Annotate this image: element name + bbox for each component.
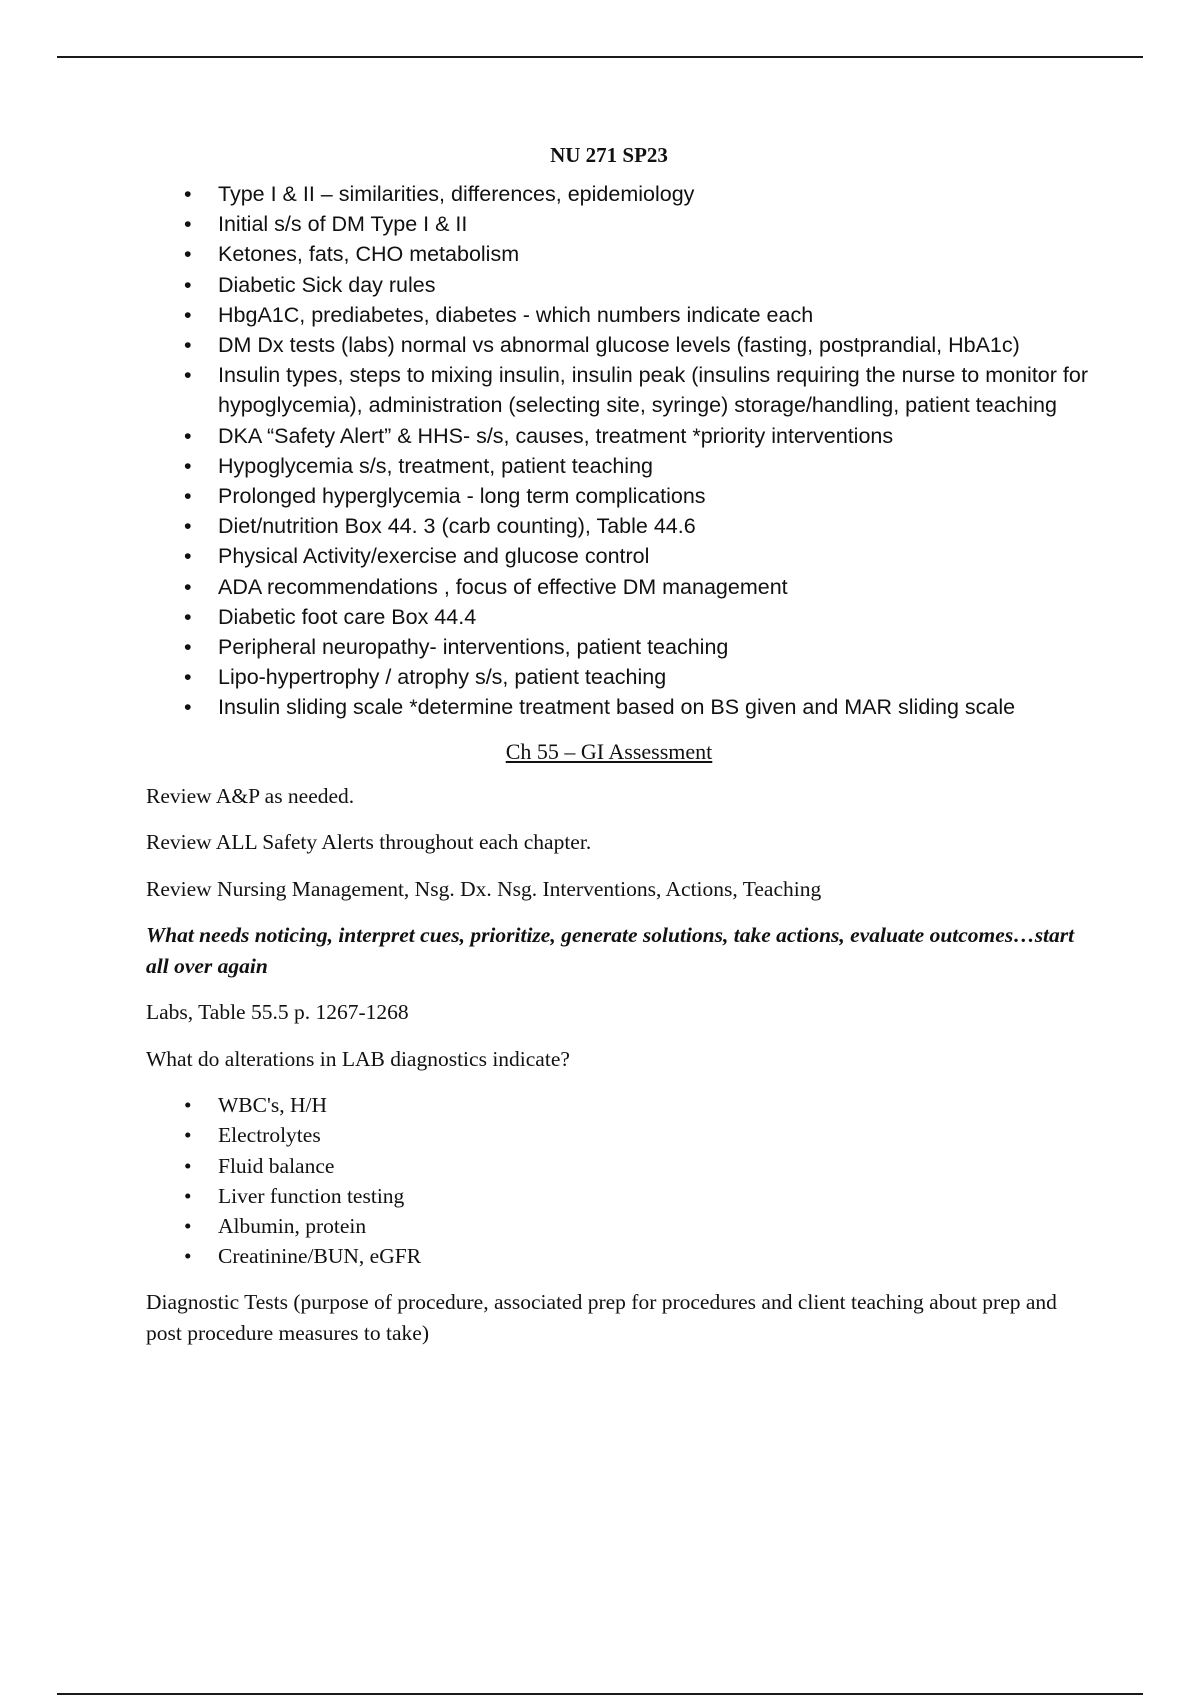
list-item (184, 1241, 1078, 1271)
list-item (184, 360, 1088, 420)
top-rule (57, 56, 1143, 58)
list-item-text: Peripheral neuropathy- interventions, patient teaching (218, 635, 729, 660)
clinical-judgment-text: What needs noticing, interpret cues, prioritize, generate solutions, take actions, evaluate outcomes…start all over again (146, 923, 1075, 978)
list-item (184, 481, 1088, 511)
list-item (184, 662, 1088, 692)
document-title: NU 271 SP23 (550, 143, 668, 167)
review-nursing-text: Review Nursing Management, Nsg. Dx. Nsg. Interventions, Actions, Teaching (146, 876, 822, 901)
list-item-text: Liver function testing (218, 1183, 405, 1208)
list-item (184, 209, 1088, 239)
bullet-icon: • (184, 1153, 192, 1178)
list-item (184, 692, 1088, 722)
review-ap-text: Review A&P as needed. (146, 783, 355, 808)
list-item-text: DM Dx tests (labs) normal vs abnormal glucose levels (fasting, postprandial, HbA1c) (218, 333, 1020, 358)
list-item (184, 330, 1088, 360)
bullet-icon: • (184, 1213, 192, 1238)
list-item-text: Physical Activity/exercise and glucose control (218, 544, 650, 569)
bullet-icon: • (184, 1093, 192, 1118)
list-item-text: HbgA1C, prediabetes, diabetes - which numbers indicate each (218, 302, 814, 327)
list-item-text: Insulin types, steps to mixing insulin, insulin peak (insulins requiring the nurse to monitor for hypoglycemia), administration (selecting site, syringe) storage/handling, patient teaching (218, 363, 1088, 418)
dm-topic-list (184, 179, 1088, 723)
list-item (184, 541, 1088, 571)
bullet-icon: • (184, 484, 192, 509)
list-item (184, 632, 1088, 662)
bullet-icon: • (184, 1123, 192, 1148)
bullet-icon: • (184, 212, 192, 237)
list-item-text: Initial s/s of DM Type I & II (218, 212, 468, 237)
bullet-icon: • (184, 635, 192, 660)
list-item (184, 1120, 1078, 1150)
list-item-text: Diet/nutrition Box 44. 3 (carb counting), Table 44.6 (218, 514, 696, 539)
list-item (184, 1211, 1078, 1241)
bullet-icon: • (184, 242, 192, 267)
list-item (184, 451, 1088, 481)
bottom-rule (57, 1693, 1143, 1695)
bullet-icon: • (184, 182, 192, 206)
list-item (184, 1181, 1078, 1211)
list-item (184, 179, 1088, 209)
list-item-text: Ketones, fats, CHO metabolism (218, 242, 520, 267)
list-item (184, 602, 1088, 632)
bullet-icon: • (184, 574, 192, 599)
review-alerts-text: Review ALL Safety Alerts throughout each chapter. (146, 830, 592, 855)
bullet-icon: • (184, 1244, 192, 1269)
bullet-icon: • (184, 423, 192, 448)
list-item-text: WBC's, H/H (218, 1093, 327, 1118)
document-body (0, 140, 1200, 1364)
list-item (184, 239, 1088, 269)
bullet-icon: • (184, 453, 192, 478)
list-item-text: Prolonged hyperglycemia - long term complications (218, 484, 706, 509)
list-item (184, 300, 1088, 330)
list-item-text: Fluid balance (218, 1153, 335, 1178)
diagnostic-tests-text: Diagnostic Tests (purpose of procedure, associated prep for procedures and client teaching about prep and post procedure measures to take) (146, 1290, 1057, 1345)
list-item (184, 572, 1088, 602)
list-item (184, 1090, 1078, 1120)
list-item-text: Type I & II – similarities, differences, epidemiology (218, 182, 695, 206)
list-item (184, 270, 1088, 300)
bullet-icon: • (184, 514, 192, 539)
bullet-icon: • (184, 604, 192, 629)
bullet-icon: • (184, 363, 192, 388)
bullet-icon: • (184, 1183, 192, 1208)
list-item-text: Creatinine/BUN, eGFR (218, 1244, 422, 1269)
list-item-text: Diabetic foot care Box 44.4 (218, 604, 477, 629)
labs-reference-text: Labs, Table 55.5 p. 1267-1268 (146, 1000, 409, 1025)
bullet-icon: • (184, 272, 192, 297)
lab-item-list (184, 1090, 1078, 1271)
list-item-text: Diabetic Sick day rules (218, 272, 436, 297)
gi-section-heading: Ch 55 – GI Assessment (505, 738, 713, 764)
list-item-text: Electrolytes (218, 1123, 321, 1148)
bullet-icon: • (184, 665, 192, 690)
list-item-text: Albumin, protein (218, 1213, 367, 1238)
list-item (184, 421, 1088, 451)
list-item-text: DKA “Safety Alert” & HHS- s/s, causes, treatment *priority interventions (218, 423, 894, 448)
list-item-text: Hypoglycemia s/s, treatment, patient teaching (218, 453, 653, 478)
bullet-icon: • (184, 302, 192, 327)
bullet-icon: • (184, 695, 192, 720)
list-item-text: ADA recommendations , focus of effective DM management (218, 574, 788, 599)
list-item (184, 1151, 1078, 1181)
list-item-text: Lipo-hypertrophy / atrophy s/s, patient teaching (218, 665, 667, 690)
lab-question-text: What do alterations in LAB diagnostics indicate? (146, 1046, 570, 1071)
list-item (184, 511, 1088, 541)
list-item-text: Insulin sliding scale *determine treatment based on BS given and MAR sliding scale (218, 695, 1016, 720)
bullet-icon: • (184, 333, 192, 358)
bullet-icon: • (184, 544, 192, 569)
